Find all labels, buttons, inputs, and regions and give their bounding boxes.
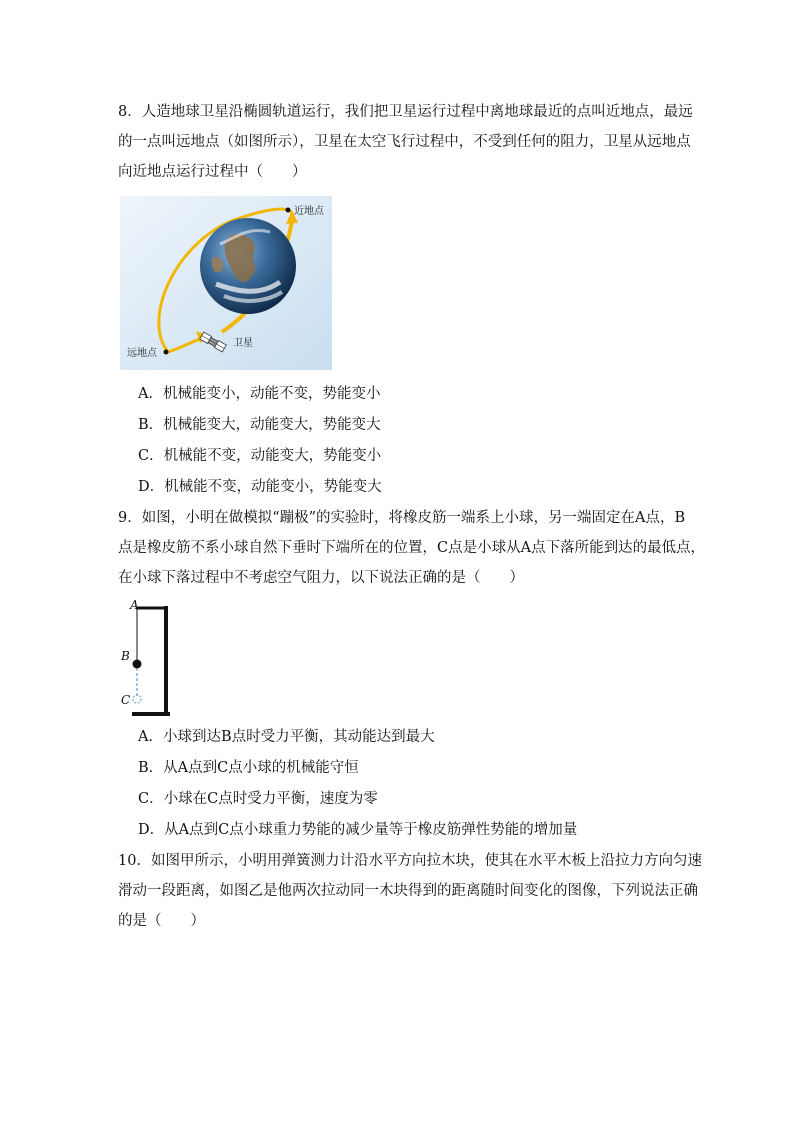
earth-icon <box>200 218 296 314</box>
question-10-line-1: 10．如图甲所示，小明用弹簧测力计沿水平方向拉木块，使其在水平木板上沿拉力方向匀速 <box>118 853 702 869</box>
question-8-line-3: 向近地点运行过程中（ ） <box>118 164 307 180</box>
near-point-dot <box>286 208 291 213</box>
question-9-line-3: 在小球下落过程中不考虑空气阻力，以下说法正确的是（ ） <box>118 570 524 586</box>
ball-at-c <box>133 695 141 703</box>
question-9-option-d: D．从A点到C点小球重力势能的减少量等于橡皮筋弹性势能的增加量 <box>138 822 578 838</box>
question-9-option-a: A．小球到达B点时受力平衡，其动能达到最大 <box>138 729 435 745</box>
bungee-figure <box>118 598 174 718</box>
question-8-option-d: D．机械能不变，动能变小，势能变大 <box>138 479 382 495</box>
satellite-orbit-figure <box>120 196 332 370</box>
question-8-line-1: 8．人造地球卫星沿椭圆轨道运行，我们把卫星运行过程中离地球最近的点叫近地点，最远 <box>118 104 693 120</box>
label-b: B <box>121 649 130 663</box>
label-c: C <box>121 693 131 707</box>
question-10-line-3: 的是（ ） <box>118 913 205 929</box>
question-8-line-2: 的一点叫远地点（如图所示），卫星在太空飞行过程中，不受到任何的阻力，卫星从远地点 <box>118 134 691 150</box>
label-a: A <box>130 598 139 612</box>
question-9-option-c: C．小球在C点时受力平衡，速度为零 <box>138 791 378 807</box>
question-8-stem <box>118 97 693 187</box>
question-9-option-b: B．从A点到C点小球的机械能守恒 <box>138 760 359 776</box>
question-8-option-c: C．机械能不变，动能变大，势能变小 <box>138 448 382 464</box>
question-8-option-b: B．机械能变大，动能变大，势能变大 <box>138 417 381 433</box>
question-10-line-2: 滑动一段距离，如图乙是他两次拉动同一木块得到的距离随时间变化的图像，下列说法正确 <box>118 883 698 899</box>
question-8-option-a: A．机械能变小，动能不变，势能变小 <box>138 386 381 402</box>
question-9-stem <box>118 503 706 593</box>
question-10-stem <box>118 846 702 936</box>
near-point-label: 近地点 <box>294 206 324 217</box>
far-point-label: 远地点 <box>127 348 157 359</box>
ball-at-b <box>133 660 142 669</box>
satellite-label: 卫星 <box>233 338 253 349</box>
question-9-line-1: 9．如图，小明在做模拟“蹦极”的实验时，将橡皮筋一端系上小球，另一端固定在A点，B <box>118 510 686 526</box>
question-9-line-2: 点是橡皮筋不系小球自然下垂时下端所在的位置，C点是小球从A点下落所能到达的最低点， <box>118 540 706 556</box>
far-point-dot <box>164 350 169 355</box>
